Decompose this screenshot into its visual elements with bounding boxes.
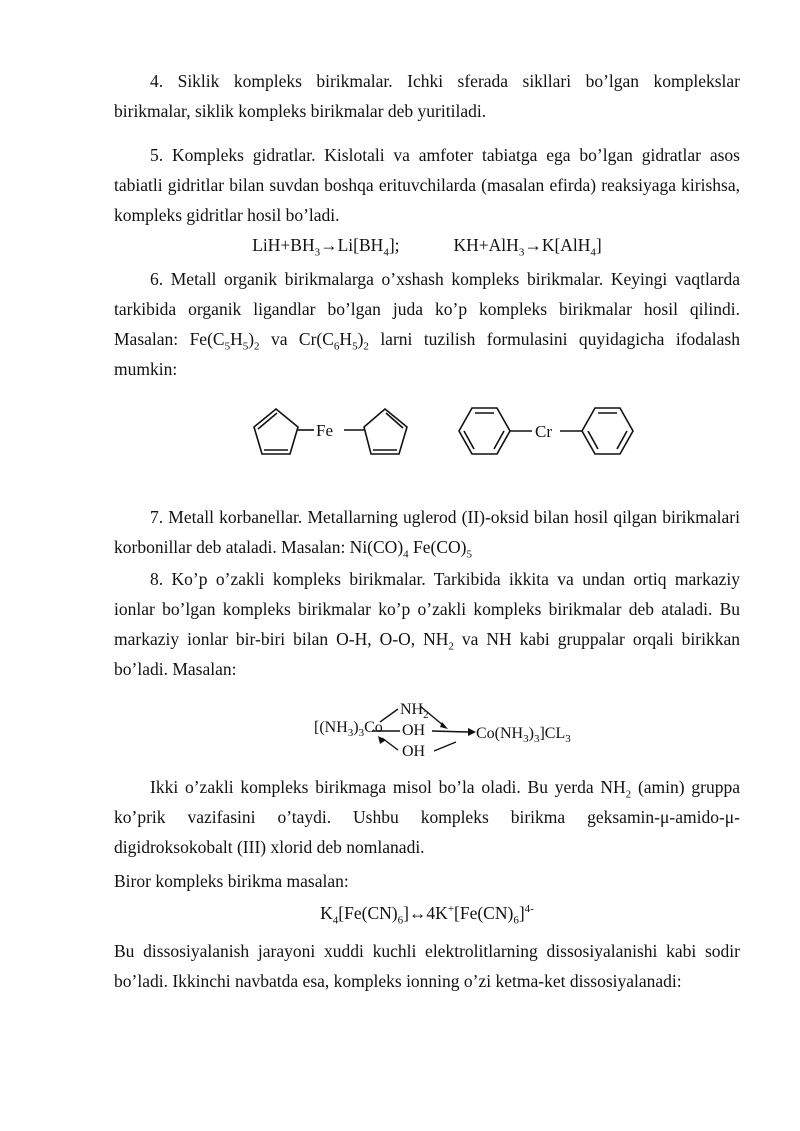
svg-text:[(NH3)3Co: [$(NH_3)_3Co$ bbox=[314, 719, 383, 739]
svg-text:Co(NH3)3]CL3: $Co(NH_3)_3]CL_3$ bbox=[476, 725, 571, 745]
paragraph-6: 6. Metall organik birikmalarga o’xshash kompleks birikmalar. Keyingi vaqtlarda tarkibida organik ligandlar bo’lgan juda ko’p kompleks birikmalar hosil qilindi. Masalan: $Fe(C_5H_5)_2$ va $Cr(C_6H_5)_2$ larni tuzilish formulasini quyidagicha ifodalash mumkin: bbox=[114, 269, 740, 379]
benzene-ring-right bbox=[582, 408, 633, 454]
cyclopentadienyl-ring-right bbox=[364, 409, 407, 454]
paragraph-11: Bu dissosiyalanish jarayoni xuddi kuchli elektrolitlarning dissosiyalanishi kabi sodir bo’ladi. Ikkinchi navbatda esa, kompleks ionning o’zi ketma-ket dissosiyalanadi: bbox=[114, 941, 740, 991]
paragraph-9: Ikki o’zakli kompleks birikmaga misol bo’la oladi. Bu yerda $NH_2$ (amin) gruppa ko’prik vazifasini o’taydi. Ushbu kompleks birikma geksamin-μ-amido-μ-digidroksokobalt (III) xlorid deb nomlanadi. bbox=[114, 777, 740, 857]
metallocene-structures bbox=[240, 395, 660, 470]
hydroxo-bridge-1: OH bbox=[402, 722, 426, 739]
amido-bridge: $NH_2$ bbox=[400, 701, 429, 721]
equation-dissociation: $K_4[Fe(CN)_6]\leftrightarrow 4K^+[Fe(CN)_6]^{4-}$ bbox=[320, 903, 534, 927]
paragraph-4: 4. Siklik kompleks birikmalar. Ichki sferada sikllari bo’lgan komplekslar birikmalar, siklik kompleks birikmalar deb yuritiladi. bbox=[114, 71, 740, 121]
benzene-ring-left bbox=[459, 408, 510, 454]
cyclopentadienyl-ring-left bbox=[254, 409, 298, 454]
hydroxo-bridge-2: OH bbox=[402, 743, 426, 760]
iron-label: Fe bbox=[316, 421, 333, 440]
paragraph-10: Biror kompleks birikma masalan: bbox=[114, 871, 349, 891]
paragraph-8: 8. Ko’p o’zakli kompleks birikmalar. Tarkibida ikkita va undan ortiq markaziy ionlar bo’lgan kompleks birikmalar ko’p o’zakli kompleks birikmalar deb ataladi. Bu markaziy ionlar bir-biri bilan O-H, O-O, $NH_2$ va NH kabi gruppalar orqali birikkan bo’ladi. Masalan: bbox=[114, 569, 740, 679]
paragraph-5: 5. Kompleks gidratlar. Kislotali va amfoter tabiatga ega bo’lgan gidratlar asos tabiatli gidritlar bilan suvdan boshqa erituvchilarda (masalan efirda) reaksiyaga kirishsa, kompleks gidritlar hosil bo’ladi. bbox=[114, 145, 740, 225]
equation-hydrides: $LiH+BH_3\to Li[BH_4]$; KH+AlH$_3$→K[AlH$_4$] bbox=[252, 235, 602, 259]
paragraph-7: 7. Metall korbanellar. Metallarning uglerod (II)-oksid bilan hosil qilgan birikmalari korbonillar deb ataladi. Masalan: $Ni(CO)_4$ $Fe(CO)_5$ bbox=[114, 507, 740, 561]
binuclear-cobalt-structure bbox=[310, 698, 610, 764]
chromium-label: Cr bbox=[535, 422, 552, 441]
